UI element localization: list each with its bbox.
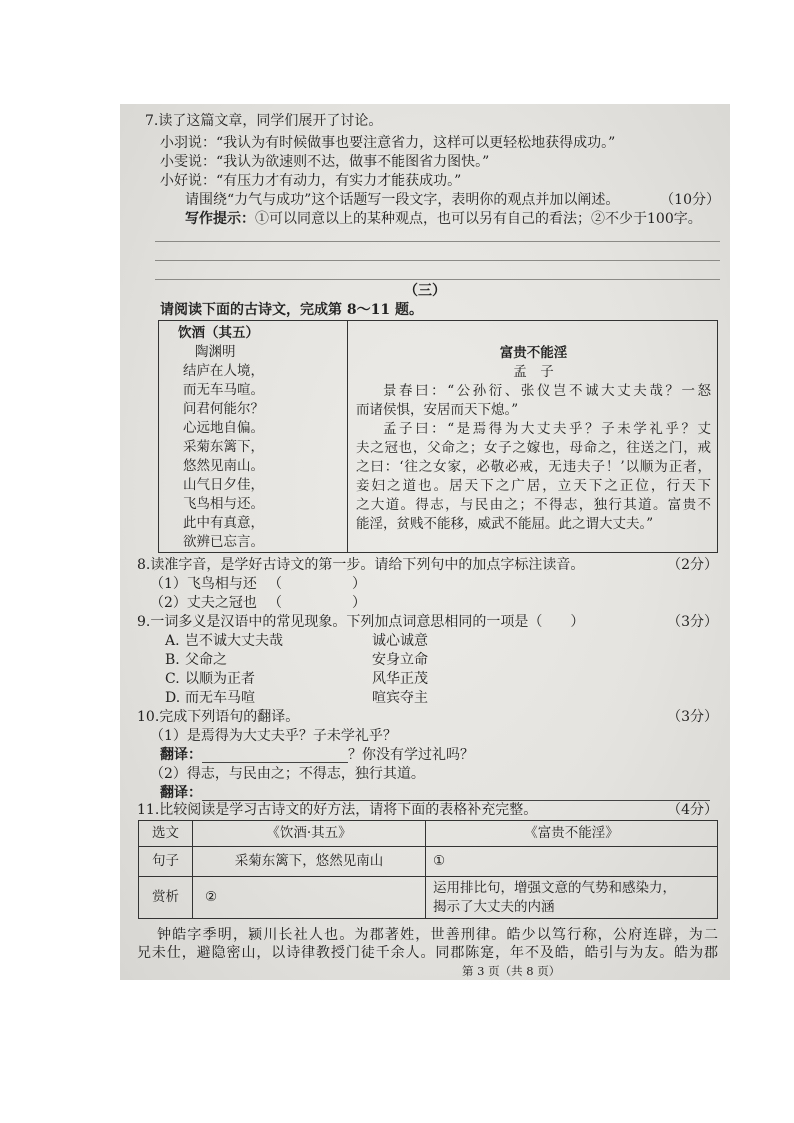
poem-title: 饮酒（其五）	[178, 325, 259, 341]
q9-stem-wrap	[137, 613, 584, 632]
q11-score: （4分）	[667, 802, 718, 818]
q10-stem-row	[137, 708, 718, 727]
q8-stem: 8.读准字音，是学好古诗文的第一步。请给下列句中的加点字标注读音。	[137, 557, 585, 573]
q10-translation-row	[160, 746, 730, 765]
q9-stem: 9.一词多义是汉语中的常见现象。下列加点词意思相同的一项是	[137, 614, 529, 630]
translation-blank	[202, 746, 348, 763]
option-label: A.	[165, 633, 180, 649]
table-header-cell: 选文	[139, 821, 193, 847]
q7-opinion-xiaoyu: 小羽说：“我认为有时候做事也要注意省力，这样可以更轻松地获得成功。”	[160, 135, 616, 151]
poem-line: 欲辨已忘言。	[183, 534, 264, 550]
table-row	[139, 821, 718, 847]
q7-hint-label: 写作提示：	[185, 211, 255, 227]
prose-line: 而诸侯惧，安居而天下熄。”	[356, 402, 519, 418]
option-phrase: 岂不诚大丈夫哉	[185, 633, 283, 649]
poem-line: 悠然见南山。	[183, 458, 264, 474]
table-header-cell: 《饮酒·其五》	[193, 821, 426, 847]
q7-hint-text: ①可以同意以上的某种观点，也可以另有自己的看法；②不少于100字。	[255, 211, 702, 227]
option-compare: 安身立命	[372, 652, 428, 668]
option-label: B.	[165, 652, 180, 668]
prose-line: 之大道。得志，与民由之；不得志，独行其道。富贵不	[356, 497, 711, 513]
option-label: C.	[165, 671, 180, 687]
q8-item	[150, 594, 730, 613]
passage-line: 兄未仕，避隐密山，以诗律教授门徒千余人。同郡陈寔，年不及皓，皓引与为友。皓为郡	[137, 945, 718, 961]
q8-answer-blank: （ ）	[268, 576, 366, 592]
q7-answer-lines	[155, 223, 720, 280]
table-cell: ②	[193, 877, 426, 919]
option-label: D.	[165, 690, 181, 706]
option-compare: 诚心诚意	[372, 633, 428, 649]
q9-answer-blank: （ ）	[528, 614, 585, 630]
poem-column	[159, 321, 348, 552]
translation-blank	[202, 784, 710, 801]
q7-opinion-xiaowen: 小雯说：“我认为欲速则不达，做事不能图省力图快。”	[160, 154, 490, 170]
poem-line: 此中有真意，	[183, 515, 264, 531]
translation-label: 翻译：	[160, 785, 202, 801]
table-row-label: 句子	[139, 847, 193, 877]
table-cell-line: 运用排比句，增强文意的气势和感染力，	[433, 880, 676, 896]
q8-stem-row	[137, 556, 718, 575]
poem-line: 问君何能尔？	[183, 401, 264, 417]
poem-line: 山气日夕佳，	[183, 477, 264, 493]
q7-score: （10分）	[660, 192, 720, 208]
q11-stem-row	[137, 801, 718, 820]
poem-line: 心远地自偏。	[183, 420, 264, 436]
prose-column	[348, 321, 717, 552]
q9-score: （3分）	[667, 614, 718, 630]
comparison-table	[138, 820, 718, 919]
table-cell: 采菊东篱下，悠然见南山	[193, 847, 426, 877]
q8-score: （2分）	[667, 557, 718, 573]
section-number: （三）	[404, 283, 446, 299]
page-footer: 第 3 页（共 8 页）	[462, 964, 561, 978]
q7-task: 请围绕“力气与成功”这个话题写一段文字，表明你的观点并加以阐述。	[185, 192, 620, 208]
table-cell-line: 揭示了大丈夫的内涵	[433, 899, 555, 915]
prose-line: 景春曰：“公孙衍、张仪岂不诚大丈夫哉？一怒	[383, 383, 711, 399]
q9-option-b	[165, 651, 730, 670]
reading-texts-box	[158, 320, 718, 553]
prose-author: 孟 子	[513, 364, 554, 380]
q9-stem-row	[137, 613, 718, 632]
q8-item	[150, 575, 730, 594]
table-cell	[426, 877, 718, 919]
table-cell: ①	[426, 847, 718, 877]
prose-line: 之曰：‘往之女家，必敬必戒，无违夫子！’以顺为正者，	[356, 459, 711, 475]
q7-stem: 7.读了这篇文章，同学们展开了讨论。	[145, 113, 383, 129]
q7-writing-hint	[185, 210, 730, 229]
option-phrase: 而无车马喧	[185, 690, 255, 706]
prose-line: 孟子曰：“是焉得为大丈夫乎？子未学礼乎？丈	[383, 421, 711, 437]
q10-stem: 10.完成下列语句的翻译。	[137, 709, 300, 725]
option-compare: 风华正茂	[372, 671, 428, 687]
prose-title: 富贵不能淫	[499, 345, 568, 361]
q7-task-row	[185, 191, 720, 210]
q11-stem: 11.比较阅读是学习古诗文的好方法，请将下面的表格补充完整。	[137, 802, 538, 818]
poem-author: 陶渊明	[195, 344, 236, 360]
prose-line: 能淫，贫贱不能移，威武不能屈。此之谓大丈夫。”	[356, 516, 654, 532]
q8-item-text: （1）飞鸟相与还	[150, 576, 257, 592]
table-row	[139, 877, 718, 919]
q8-item-text: （2）丈夫之冠也	[150, 595, 257, 611]
table-header-cell: 《富贵不能淫》	[426, 821, 718, 847]
poem-line: 结庐在人境，	[183, 363, 264, 379]
q10-sentence: （2）得志，与民由之；不得志，独行其道。	[150, 766, 425, 782]
prose-line: 妾妇之道也。居天下之广居，立天下之正位，行天下	[356, 478, 711, 494]
q10-sentence: （1）是焉得为大丈夫乎？子未学礼乎？	[150, 728, 397, 744]
poem-line: 采菊东篱下，	[183, 439, 264, 455]
table-row-label: 赏析	[139, 877, 193, 919]
option-phrase: 父命之	[185, 652, 227, 668]
section-instruction: 请阅读下面的古诗文，完成第 8～11 题。	[160, 302, 423, 318]
prose-line: 夫之冠也，父命之；女子之嫁也，母命之，往送之门，戒	[356, 440, 711, 456]
table-row	[139, 847, 718, 877]
answer-line	[155, 261, 720, 280]
q8-answer-blank: （ ）	[268, 595, 366, 611]
poem-line: 而无车马喧。	[183, 382, 264, 398]
translation-given: ？你没有学过礼吗？	[348, 747, 474, 763]
option-phrase: 以顺为正者	[185, 671, 255, 687]
option-compare: 喧宾夺主	[372, 690, 428, 706]
answer-line	[155, 242, 720, 261]
q10-score: （3分）	[667, 709, 718, 725]
passage-line: 钟皓字季明，颍川长社人也。为郡著姓，世善刑律。皓少以笃行称，公府连辟，为二	[157, 927, 718, 943]
translation-label: 翻译：	[160, 747, 202, 763]
q9-option-a	[165, 632, 730, 651]
q9-option-c	[165, 670, 730, 689]
exam-page-scan	[120, 104, 730, 980]
poem-line: 飞鸟相与还。	[183, 496, 264, 512]
q7-opinion-xiaohao: 小好说：“有压力才有动力，有实力才能获成功。”	[160, 173, 462, 189]
q9-option-d	[165, 689, 730, 708]
